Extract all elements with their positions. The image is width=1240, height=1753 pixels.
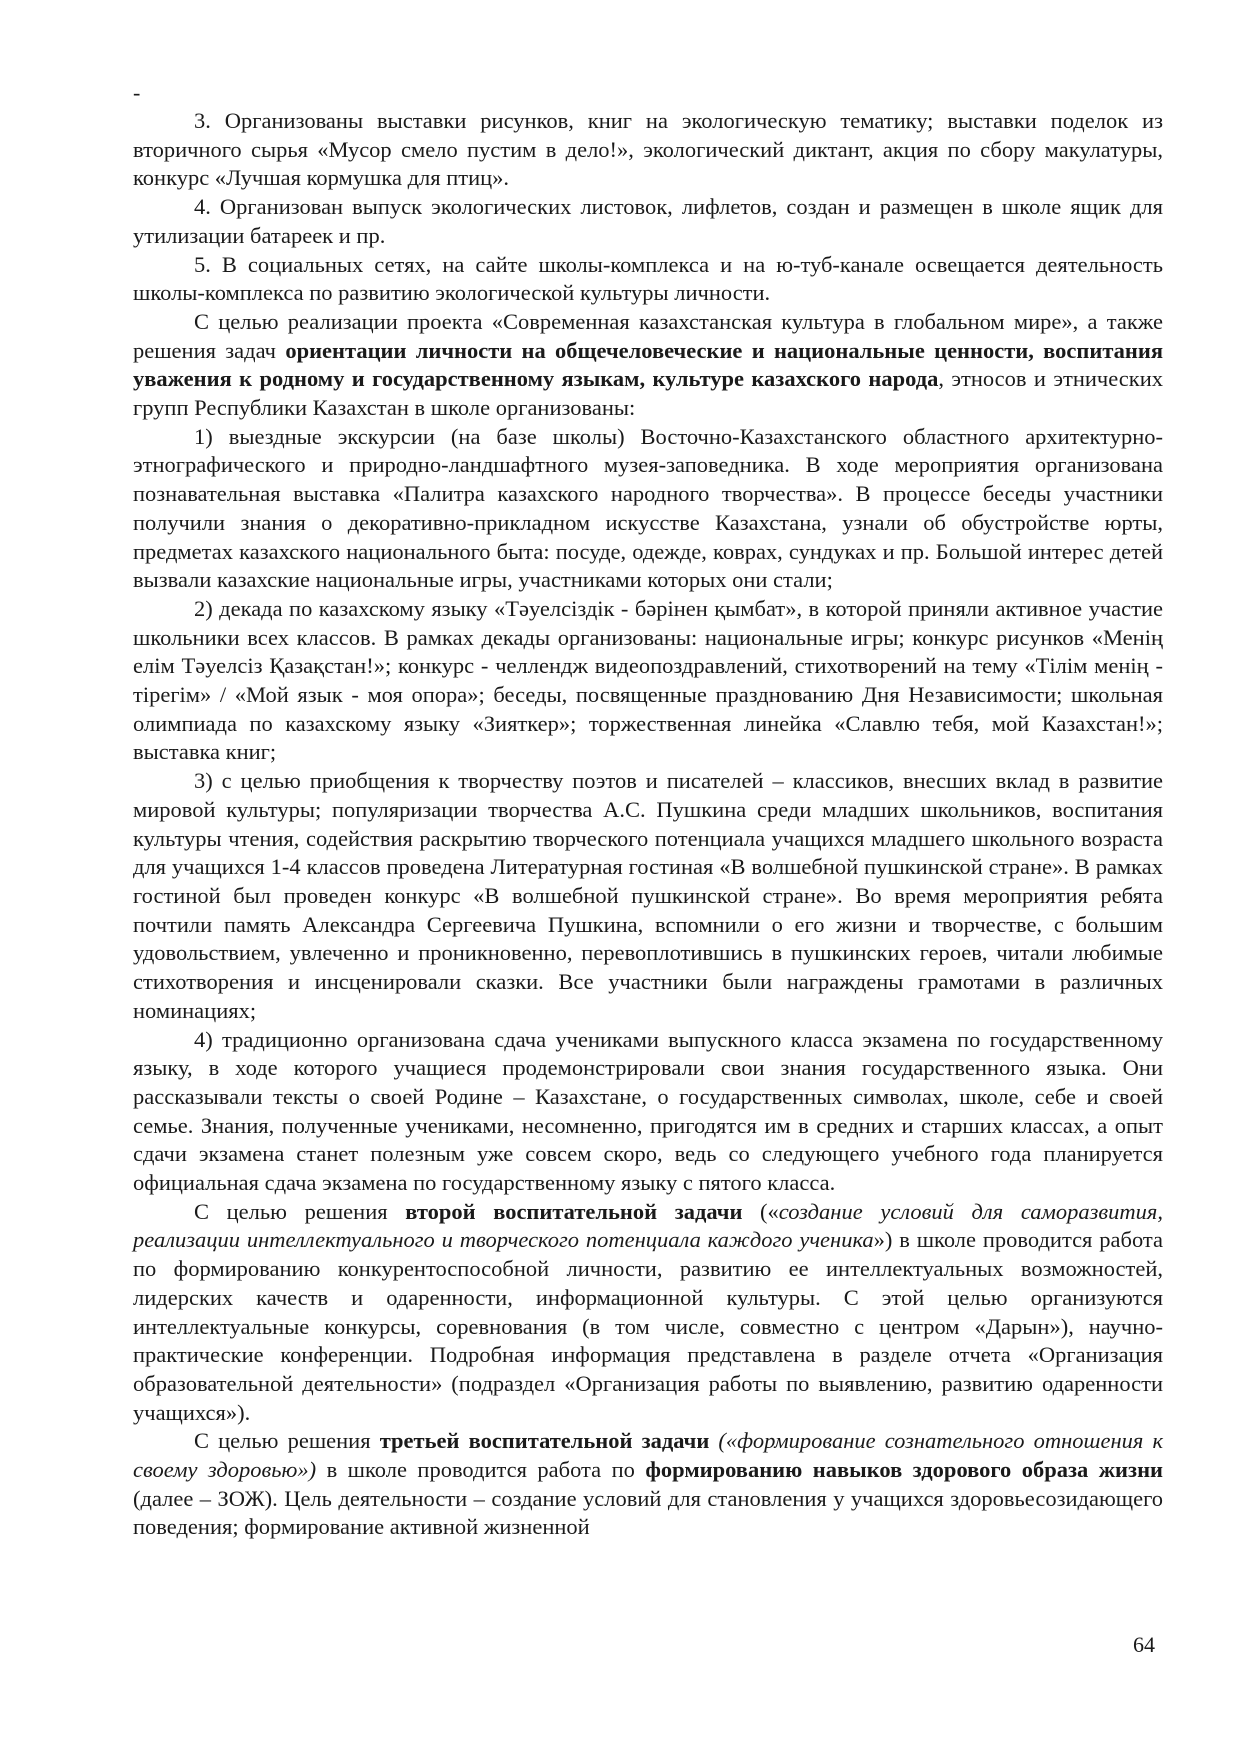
text-run: 3) с целью приобщения к творчеству поэтов и писателей – классиков, внесших вклад в развитие мировой культуры; популяризации творчества А.С. Пушкина среди младших школьников, воспитания культуры чтения, содействия раскрытию творческого потенциала учащихся младшего школьного возраста для учащихся 1-4 классов проведена Литературная гостиная «В волшебной пушкинской стране». В рамках гостиной был проведен конкурс «В волшебной пушкинской стране». Во время мероприятия ребята почтили память Александра Сергеевича Пушкина, вспомнили о его жизни и творчестве, с большим удовольствием, увлеченно и проникновенно, перевоплотившись в пушкинских героев, читали любимые стихотворения и инсценировали сказки. Все участники были награждены грамотами в различных номинациях; (133, 768, 1163, 1023)
document-page (133, 78, 1163, 1542)
paragraph (133, 1198, 1163, 1428)
paragraph (133, 595, 1163, 767)
bold-text: второй воспитательной задачи (405, 1198, 743, 1224)
text-run: С целью решения (194, 1198, 406, 1224)
paragraph (133, 1427, 1163, 1542)
text-run: С целью решения (194, 1428, 380, 1454)
page-number: 64 (1133, 1632, 1155, 1657)
text-run: ») в школе проводится работа по формированию конкурентоспособной личности, развитию ее интеллектуальных возможностей, лидерских качеств и одаренности, информационной культуры. С этой целью организуются интеллектуальные конкурсы, соревнования (в том числе, совместно с центром «Дарын»), научно-практические конференции. Подробная информация представлена в разделе отчета «Организация образовательной деятельности» (подраздел «Организация работы по выявлению, развитию одаренности учащихся»). (133, 1227, 1163, 1425)
text-run: , этносов и этнических групп Республики Казахстан в школе организованы: (133, 366, 1163, 421)
text-run: в школе проводится работа по (316, 1457, 646, 1483)
text-run: 3. Организованы выставки рисунков, книг на экологическую тематику; выставки поделок из вторичного сырья «Мусор смело пустим в дело!», экологический диктант, акция по сбору макулатуры, конкурс «Лучшая кормушка для птиц». (133, 108, 1163, 191)
paragraph (133, 251, 1163, 308)
paragraph (133, 193, 1163, 250)
header-dash: - (133, 80, 141, 105)
paragraph (133, 423, 1163, 595)
body-text (133, 107, 1163, 1542)
text-run: (« (742, 1198, 779, 1224)
text-run: С целью реализации проекта «Современная казахстанская культура в глобальном мире», а также решения задач (133, 308, 1163, 363)
italic-text: («формирование сознательного отношения к своему здоровью») (133, 1428, 1163, 1483)
text-run: 2) декада по казахскому языку «Тәуелсіздік - бәрінен қымбат», в которой приняли активное участие школьники всех классов. В рамках декады организованы: национальные игры; конкурс рисунков «Менің елім Тәуелсіз Қазақстан!»; конкурс - челлендж видеопоздравлений, стихотворений на тему «Тілім менің - тірегім» / «Мой язык - моя опора»; беседы, посвященные празднованию Дня Независимости; школьная олимпиада по казахскому языку «Зияткер»; торжественная линейка «Славлю тебя, мой Казахстан!»; выставка книг; (133, 595, 1163, 765)
bold-text: третьей воспитательной задачи (379, 1428, 710, 1454)
paragraph (133, 107, 1163, 193)
text-run: 4. Организован выпуск экологических листовок, лифлетов, создан и размещен в школе ящик для утилизации батареек и пр. (133, 194, 1163, 248)
paragraph (133, 1026, 1163, 1198)
bold-text: формированию навыков здорового образа жизни (645, 1457, 1163, 1483)
bold-text: ориентации личности на общечеловеческие и национальные ценности, воспитания уважения к родному и государственному языкам, культуре казахского народа (133, 337, 1163, 392)
text-run: 1) выездные экскурсии (на базе школы) Восточно-Казахстанского областного архитектурно-этнографического и природно-ландшафтного музея-заповедника. В ходе мероприятия организована познавательная выставка «Палитра казахского народного творчества». В процессе беседы участники получили знания о декоративно-прикладном искусстве Казахстана, узнали об обустройстве юрты, предметах казахского национального быта: посуде, одежде, коврах, сундуках и пр. Большой интерес детей вызвали казахские национальные игры, участниками которых они стали; (133, 423, 1163, 593)
text-run: 4) традиционно организована сдача учениками выпускного класса экзамена по государственному языку, в ходе которого учащиеся продемонстрировали свои знания государственного языка. Они рассказывали тексты о своей Родине – Казахстане, о государственных символах, школе, себе и своей семье. Знания, полученные учениками, несомненно, пригодятся им в средних и старших классах, а опыт сдачи экзамена станет полезным уже совсем скоро, ведь со следующего учебного года планируется официальная сдача экзамена по государственному языку с пятого класса. (133, 1026, 1163, 1196)
text-run: 5. В социальных сетях, на сайте школы-комплекса и на ю-туб-канале освещается деятельность школы-комплекса по развитию экологической культуры личности. (133, 251, 1163, 306)
text-run: (далее – ЗОЖ). Цель деятельности – создание условий для становления у учащихся здоровьесозидающего поведения; формирование активной жизненной (133, 1485, 1163, 1540)
paragraph (133, 308, 1163, 423)
italic-text: создание условий для саморазвития, реализации интеллектуального и творческого потенциала каждого ученика (133, 1198, 1163, 1253)
paragraph (133, 767, 1163, 1025)
